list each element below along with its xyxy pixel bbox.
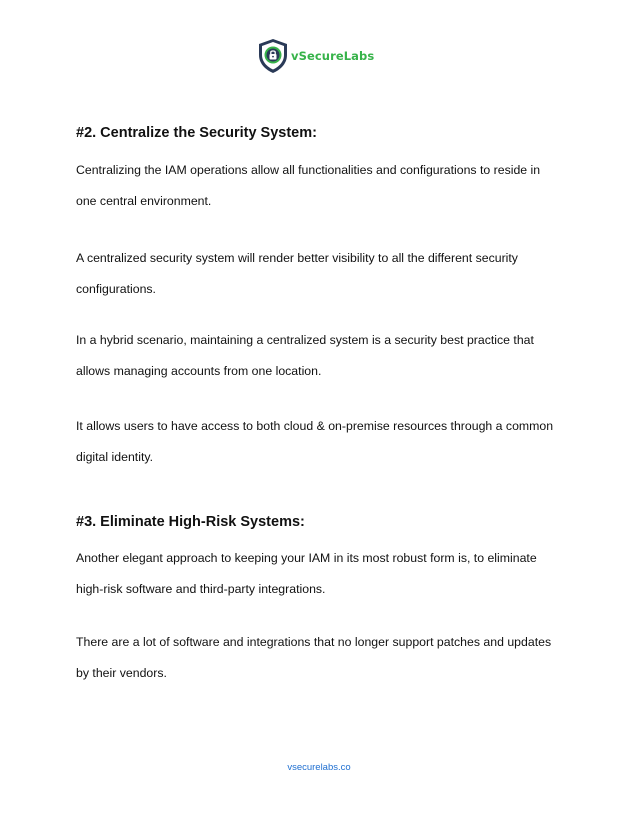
paragraph-line: Centralizing the IAM operations allow all functionalities and configurations to reside in [76, 163, 541, 177]
paragraph [76, 627, 576, 689]
section-heading-centralize: #2. Centralize the Security System: [76, 125, 317, 141]
paragraph-line: digital identity. [76, 450, 154, 464]
paragraph [76, 325, 576, 387]
footer [0, 762, 638, 773]
paragraph-line: one central environment. [76, 194, 212, 208]
brand-logo [257, 38, 374, 74]
paragraph-line: There are a lot of software and integrations that no longer support patches and updates [76, 635, 552, 649]
section-heading-eliminate: #3. Eliminate High-Risk Systems: [76, 514, 305, 530]
brand-name: vSecureLabs [291, 49, 375, 63]
footer-link[interactable]: vsecurelabs.co [287, 762, 351, 773]
paragraph [76, 411, 576, 473]
paragraph-line: Another elegant approach to keeping your IAM in its most robust form is, to eliminate [76, 551, 537, 565]
paragraph-line: allows managing accounts from one location. [76, 364, 322, 378]
paragraph-line: configurations. [76, 282, 156, 296]
paragraph-line: It allows users to have access to both cloud & on-premise resources through a common [76, 419, 554, 433]
paragraph-line: In a hybrid scenario, maintaining a centralized system is a security best practice that [76, 333, 534, 347]
paragraph-line: high-risk software and third-party integrations. [76, 582, 326, 596]
paragraph [76, 243, 576, 305]
paragraph-line: A centralized security system will render better visibility to all the different security [76, 251, 518, 265]
paragraph-line: by their vendors. [76, 666, 167, 680]
shield-lock-icon [257, 38, 289, 74]
paragraph [76, 155, 576, 217]
paragraph [76, 543, 576, 605]
